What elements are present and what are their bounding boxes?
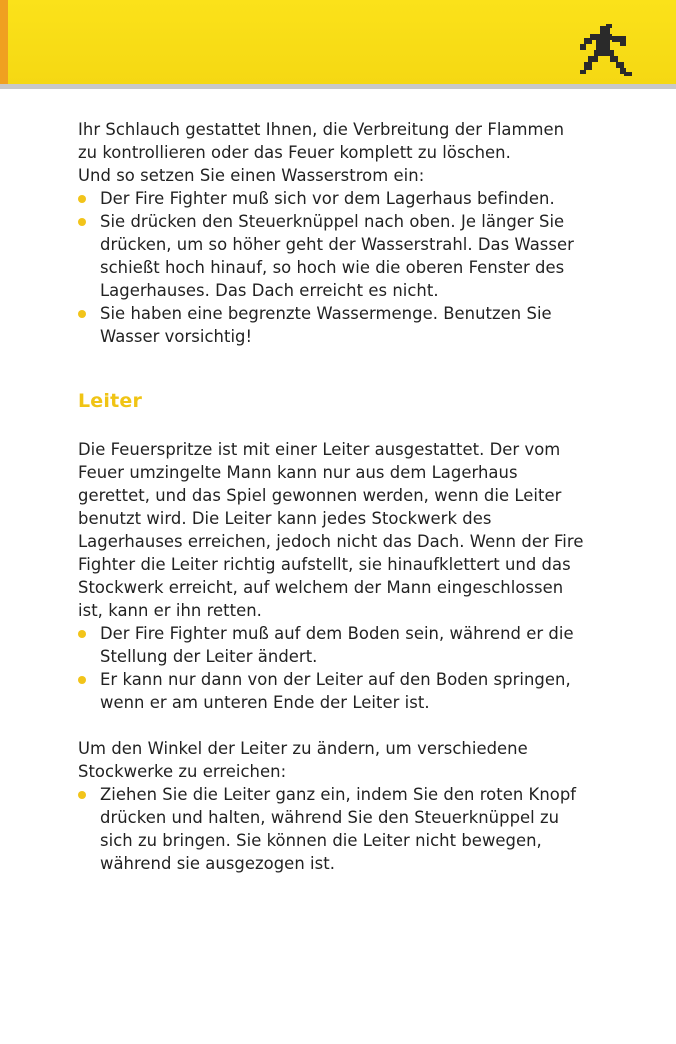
list-item xyxy=(78,302,618,348)
text-line: Feuer umzingelte Mann kann nur aus dem Lagerhaus xyxy=(78,463,518,482)
running-firefighter-pixel-icon xyxy=(576,24,640,80)
text-line: wenn er am unteren Ende der Leiter ist. xyxy=(100,693,430,712)
hose-bullet-list xyxy=(78,187,618,348)
text-line: zu kontrollieren oder das Feuer komplett zu löschen. xyxy=(78,143,511,162)
text-line: Er kann nur dann von der Leiter auf den Boden springen, xyxy=(100,670,571,689)
list-item xyxy=(78,210,618,302)
hose-intro xyxy=(78,118,618,187)
list-item xyxy=(78,783,618,875)
text-line: Sie drücken den Steuerknüppel nach oben. Je länger Sie xyxy=(100,212,565,231)
header-rule xyxy=(0,84,676,89)
list-item xyxy=(78,668,618,714)
text-line: Stockwerk erreicht, auf welchem der Mann eingeschlossen xyxy=(78,578,564,597)
text-line: ist, kann er ihn retten. xyxy=(78,601,262,620)
text-line: sich zu bringen. Sie können die Leiter nicht bewegen, xyxy=(100,831,542,850)
text-line: drücken und halten, während Sie den Steuerknüppel zu xyxy=(100,808,560,827)
header-edge xyxy=(0,0,8,84)
text-line: gerettet, und das Spiel gewonnen werden, wenn die Leiter xyxy=(78,486,562,505)
text-line: schießt hoch hinauf, so hoch wie die oberen Fenster des xyxy=(100,258,565,277)
text-line: benutzt wird. Die Leiter kann jedes Stockwerk des xyxy=(78,509,492,528)
bullet-dot-icon xyxy=(78,676,86,684)
manual-page-content xyxy=(78,118,618,875)
ladder-paragraph xyxy=(78,438,618,622)
text-line: Ziehen Sie die Leiter ganz ein, indem Sie den roten Knopf xyxy=(100,785,577,804)
text-line: Der Fire Fighter muß sich vor dem Lagerhaus befinden. xyxy=(100,189,555,208)
angle-intro xyxy=(78,737,618,783)
section-heading: Leiter xyxy=(78,390,143,412)
angle-bullet-list xyxy=(78,783,618,875)
bullet-dot-icon xyxy=(78,195,86,203)
text-line: Die Feuerspritze ist mit einer Leiter ausgestattet. Der vom xyxy=(78,440,561,459)
bullet-dot-icon xyxy=(78,218,86,226)
header-bar xyxy=(0,0,676,84)
text-line: Stellung der Leiter ändert. xyxy=(100,647,318,666)
text-line: Lagerhauses. Das Dach erreicht es nicht. xyxy=(100,281,439,300)
text-line: Stockwerke zu erreichen: xyxy=(78,762,287,781)
text-line: drücken, um so höher geht der Wasserstrahl. Das Wasser xyxy=(100,235,574,254)
text-line: Der Fire Fighter muß auf dem Boden sein, während er die xyxy=(100,624,574,643)
bullet-dot-icon xyxy=(78,791,86,799)
text-line: Und so setzen Sie einen Wasserstrom ein: xyxy=(78,166,425,185)
text-line: während sie ausgezogen ist. xyxy=(100,854,335,873)
bullet-dot-icon xyxy=(78,310,86,318)
text-line: Ihr Schlauch gestattet Ihnen, die Verbreitung der Flammen xyxy=(78,120,565,139)
text-line: Lagerhauses erreichen, jedoch nicht das Dach. Wenn der Fire xyxy=(78,532,584,551)
text-line: Um den Winkel der Leiter zu ändern, um verschiedene xyxy=(78,739,528,758)
ladder-bullet-list xyxy=(78,622,618,714)
text-line: Wasser vorsichtig! xyxy=(100,327,253,346)
text-line: Fighter die Leiter richtig aufstellt, sie hinaufklettert und das xyxy=(78,555,571,574)
list-item xyxy=(78,187,618,210)
list-item xyxy=(78,622,618,668)
spacer xyxy=(78,714,618,737)
bullet-dot-icon xyxy=(78,630,86,638)
text-line: Sie haben eine begrenzte Wassermenge. Benutzen Sie xyxy=(100,304,552,323)
